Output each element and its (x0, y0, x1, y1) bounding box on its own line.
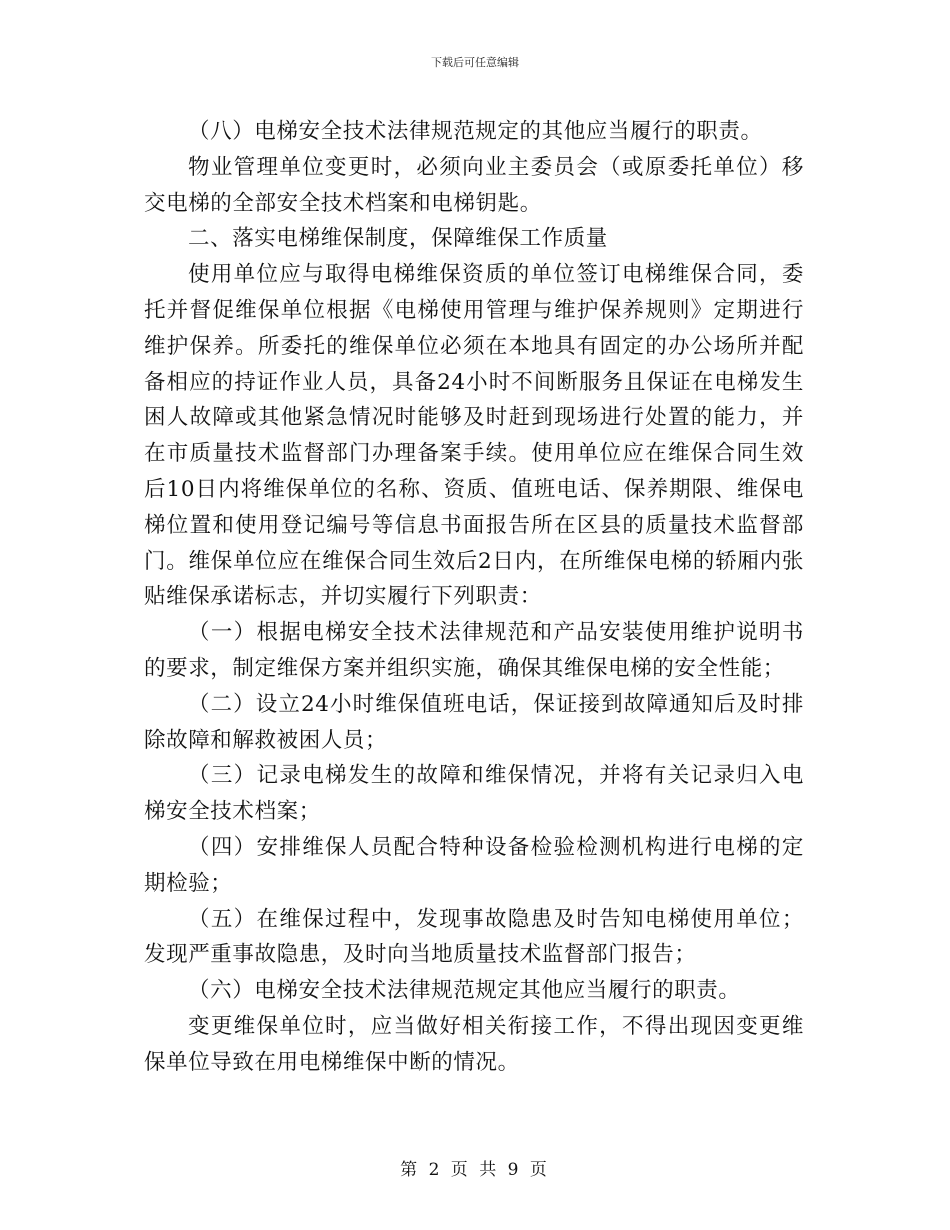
paragraph-property-change: 物业管理单位变更时，必须向业主委员会（或原委托单位）移交电梯的全部安全技术档案和电梯钥匙。 (144, 154, 804, 216)
paragraph-maintenance-contract: 使用单位应与取得电梯维保资质的单位签订电梯维保合同，委托并督促维保单位根据《电梯使用管理与维护保养规则》定期进行维护保养。所委托的维保单位必须在本地具有固定的办公场所并配备相应的持证作业人员，具备24小时不间断服务且保证在电梯发生困人故障或其他紧急情况时能够及时赶到现场进行处置的能力，并在市质量技术监督部门办理备案手续。使用单位应在维保合同生效后10日内将维保单位的名称、资质、值班电话、保养期限、维保电梯位置和使用登记编号等信息书面报告所在区县的质量技术监督部门。维保单位应在维保合同生效后2日内，在所维保电梯的轿厢内张贴维保承诺标志，并切实履行下列职责： (144, 262, 804, 610)
page-header: 下载后可任意编辑 (431, 56, 519, 69)
paragraph-duty-4: （四）安排维保人员配合特种设备检验检测机构进行电梯的定期检验； (144, 834, 804, 896)
paragraph-duty-1: （一）根据电梯安全技术法律规范和产品安装使用维护说明书的要求，制定维保方案并组织实施，确保其维保电梯的安全性能； (144, 620, 804, 681)
page-number-footer: 第 2 页 共 9 页 (400, 1160, 550, 1180)
document-body (144, 114, 804, 1081)
paragraph-duty-6: （六）电梯安全技术法律规范规定其他应当履行的职责。 (188, 978, 741, 1004)
paragraph-duty-5: （五）在维保过程中，发现事故隐患及时告知电梯使用单位；发现严重事故隐患，及时向当地质量技术监督部门报告； (144, 906, 804, 968)
paragraph-duty-8: （八）电梯安全技术法律规范规定的其他应当履行的职责。 (188, 119, 763, 144)
section-heading-2: 二、落实电梯维保制度，保障维保工作质量 (188, 226, 608, 252)
paragraph-change-maintenance: 变更维保单位时，应当做好相关衔接工作，不得出现因变更维保单位导致在用电梯维保中断的情况。 (144, 1013, 804, 1075)
paragraph-duty-2: （二）设立24小时维保值班电话，保证接到故障通知后及时排除故障和解救被困人员； (144, 691, 804, 753)
paragraph-duty-3: （三）记录电梯发生的故障和维保情况，并将有关记录归入电梯安全技术档案； (144, 763, 804, 825)
